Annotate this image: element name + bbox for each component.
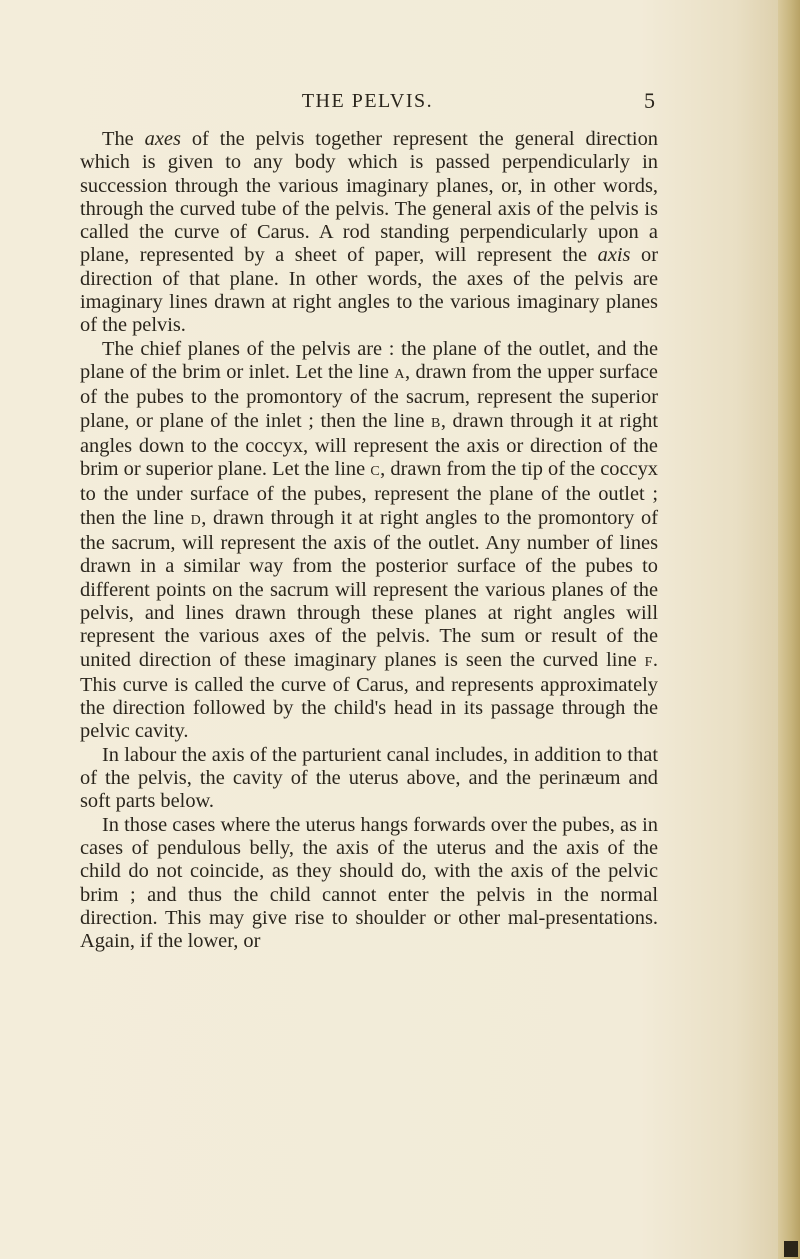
running-title: THE PELVIS. bbox=[301, 90, 434, 112]
text-span: In labour the axis of the parturient canal includes, in addition to that of the pelvis, the cavity of the uterus above, and the perinæum and soft parts below. bbox=[80, 743, 658, 813]
page-edge-shadow bbox=[778, 0, 800, 1259]
text-span: , drawn from the tip of the coccyx to the under surface of the pubes, represent the plane of the outlet ; then the line bbox=[80, 458, 658, 529]
text-span: , drawn through it at right angles down to the coccyx, will represent the axis or direction of the brim or superior plane. Let the line bbox=[80, 409, 658, 481]
italic-term: axis bbox=[597, 244, 631, 267]
paragraph-pendulous-uterus bbox=[80, 814, 658, 954]
text-span: The bbox=[102, 128, 145, 150]
line-label-f: F bbox=[644, 654, 653, 670]
line-label-c: C bbox=[370, 464, 381, 480]
scan-corner-mark bbox=[784, 1241, 798, 1257]
line-label-a: A bbox=[394, 366, 405, 382]
page-header bbox=[80, 88, 655, 118]
text-span: , drawn from the upper surface of the pubes to the promontory of the sacrum, represent the superior plane, or plane of the inlet ; then the line bbox=[80, 360, 658, 432]
line-label-d: D bbox=[190, 512, 202, 528]
text-span: The chief planes of the pelvis are : the plane of the outlet, and the plane of the brim or inlet. Let the line bbox=[80, 337, 658, 383]
text-span: of the pelvis together represent the general direction which is given to any body which is passed perpendicularly in succession through the various imaginary planes, or, in other words, through the curved tube of the pelvis. The general axis of the pelvis is called the curve of Carus. A rod standing perpendicularly upon a plane, represented by a sheet of paper, will represent the bbox=[80, 128, 658, 267]
paragraph-chief-planes bbox=[80, 338, 658, 744]
body-text bbox=[80, 128, 658, 953]
italic-term: axes bbox=[144, 128, 181, 150]
page-number: 5 bbox=[644, 88, 655, 113]
line-label-b: B bbox=[431, 415, 441, 431]
text-span: . This curve is called the curve of Carus, and represents approximately the direction followed by the child's head in its passage through the pelvic cavity. bbox=[80, 648, 658, 743]
text-span: or direction of that plane. In other words, the axes of the pelvis are imaginary lines drawn at right angles to the various imaginary planes of the pelvis. bbox=[80, 244, 658, 337]
paragraph-labour-axis bbox=[80, 744, 658, 814]
paragraph-axes-definition bbox=[80, 128, 658, 338]
text-span: In those cases where the uterus hangs forwards over the pubes, as in cases of pendulous belly, the axis of the uterus and the axis of the child do not coincide, as they should do, with the axis of the pelvic brim ; and thus the child cannot enter the pelvis in the normal direction. This may give rise to shoulder or other mal-presentations. Again, if the lower, or bbox=[80, 813, 658, 953]
text-span: , drawn through it at right angles to the promontory of the sacrum, will represent the axis of the outlet. Any number of lines drawn in a similar way from the posterior surface of the pubes to different points on the sacrum will represent the various planes of the pelvis, and lines drawn through these planes at right angles will represent the various axes of the pelvis. The sum or result of the united direction of these imaginary planes is seen the curved line bbox=[80, 506, 658, 671]
